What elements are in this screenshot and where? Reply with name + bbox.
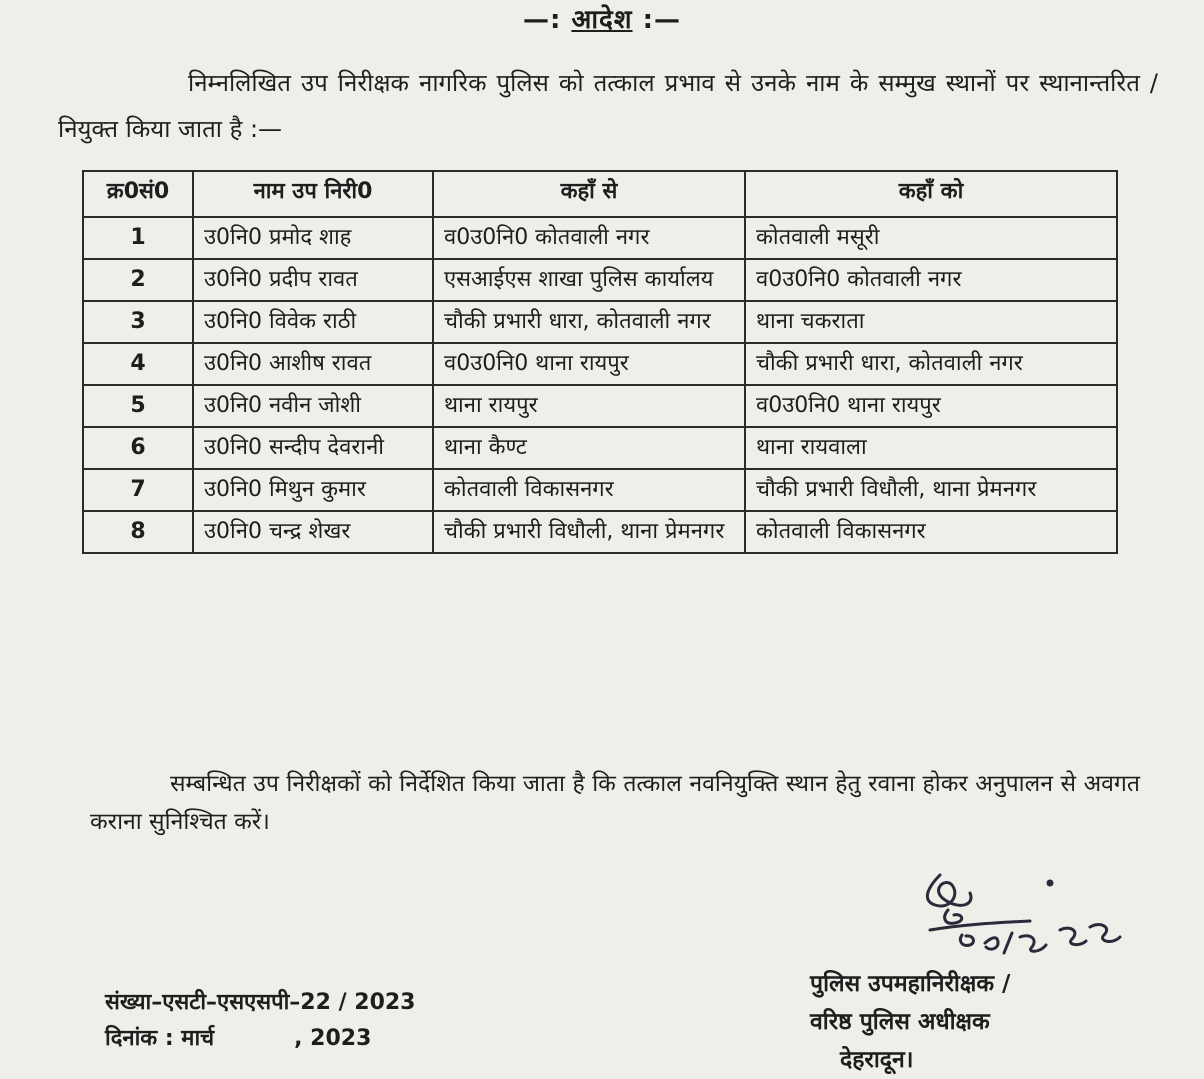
row-to: चौकी प्रभारी विधौली, थाना प्रेमनगर [745,469,1117,511]
row-serial: 6 [83,427,193,469]
row-from: थाना रायपुर [433,385,745,427]
row-name: उ0नि0 नवीन जोशी [193,385,433,427]
handwritten-signature [900,855,1140,965]
table-row [83,385,1117,427]
title-word: आदेश [571,5,633,35]
intro-text: निम्नलिखित उप निरीक्षक नागरिक पुलिस को तत्काल प्रभाव से उनके नाम के सम्मुख स्थानों पर स्थानान्तरित / नियुक्त किया जाता है :— [58,69,1158,143]
header-from: कहाँ से [433,171,745,217]
row-to: थाना रायवाला [745,427,1117,469]
row-serial: 2 [83,259,193,301]
reference-block [105,985,416,1057]
closing-paragraph [90,765,1140,841]
row-from: एसआईएस शाखा पुलिस कार्यालय [433,259,745,301]
table-row [83,301,1117,343]
row-from: व0उ0नि0 थाना रायपुर [433,343,745,385]
reference-date [105,1021,416,1057]
title-prefix: —: [523,5,562,35]
header-serial: क्र0सं0 [83,171,193,217]
row-name: उ0नि0 आशीष रावत [193,343,433,385]
officer-line-2: वरिष्ठ पुलिस अधीक्षक [810,1009,990,1035]
intro-paragraph [58,60,1158,152]
table-row [83,217,1117,259]
transfer-table [82,170,1118,554]
row-name: उ0नि0 सन्दीप देवरानी [193,427,433,469]
row-name: उ0नि0 प्रमोद शाह [193,217,433,259]
header-to: कहाँ को [745,171,1117,217]
row-to: व0उ0नि0 थाना रायपुर [745,385,1117,427]
row-serial: 3 [83,301,193,343]
table-row [83,427,1117,469]
row-from: चौकी प्रभारी धारा, कोतवाली नगर [433,301,745,343]
row-to: थाना चकराता [745,301,1117,343]
table-header-row [83,171,1117,217]
row-serial: 8 [83,511,193,553]
row-to: कोतवाली मसूरी [745,217,1117,259]
row-name: उ0नि0 प्रदीप रावत [193,259,433,301]
date-year: , 2023 [294,1026,372,1051]
table-row [83,511,1117,553]
reference-number: संख्या–एसटी–एसएसपी–22 / 2023 [105,990,416,1015]
row-serial: 4 [83,343,193,385]
row-serial: 7 [83,469,193,511]
header-name: नाम उप निरी0 [193,171,433,217]
table-row [83,259,1117,301]
officer-line-3: देहरादून। [840,1047,914,1073]
date-label: दिनांक : मार्च [105,1026,215,1051]
row-serial: 1 [83,217,193,259]
row-name: उ0नि0 चन्द्र शेखर [193,511,433,553]
row-from: थाना कैण्ट [433,427,745,469]
row-name: उ0नि0 मिथुन कुमार [193,469,433,511]
row-name: उ0नि0 विवेक राठी [193,301,433,343]
row-to: व0उ0नि0 कोतवाली नगर [745,259,1117,301]
row-from: चौकी प्रभारी विधौली, थाना प्रेमनगर [433,511,745,553]
signature-date: 16/03/2023 [900,855,906,856]
row-to: कोतवाली विकासनगर [745,511,1117,553]
order-title [0,0,1204,36]
row-from: कोतवाली विकासनगर [433,469,745,511]
row-from: व0उ0नि0 कोतवाली नगर [433,217,745,259]
officer-designation [810,965,1010,1079]
row-serial: 5 [83,385,193,427]
table-row [83,343,1117,385]
row-to: चौकी प्रभारी धारा, कोतवाली नगर [745,343,1117,385]
title-suffix: :— [642,5,681,35]
officer-line-1: पुलिस उपमहानिरीक्षक / [810,971,1011,997]
table-row [83,469,1117,511]
closing-text: सम्बन्धित उप निरीक्षकों को निर्देशित किया जाता है कि तत्काल नवनियुक्ति स्थान हेतु रवाना होकर अनुपालन से अवगत कराना सुनिश्चित करें। [90,771,1140,835]
